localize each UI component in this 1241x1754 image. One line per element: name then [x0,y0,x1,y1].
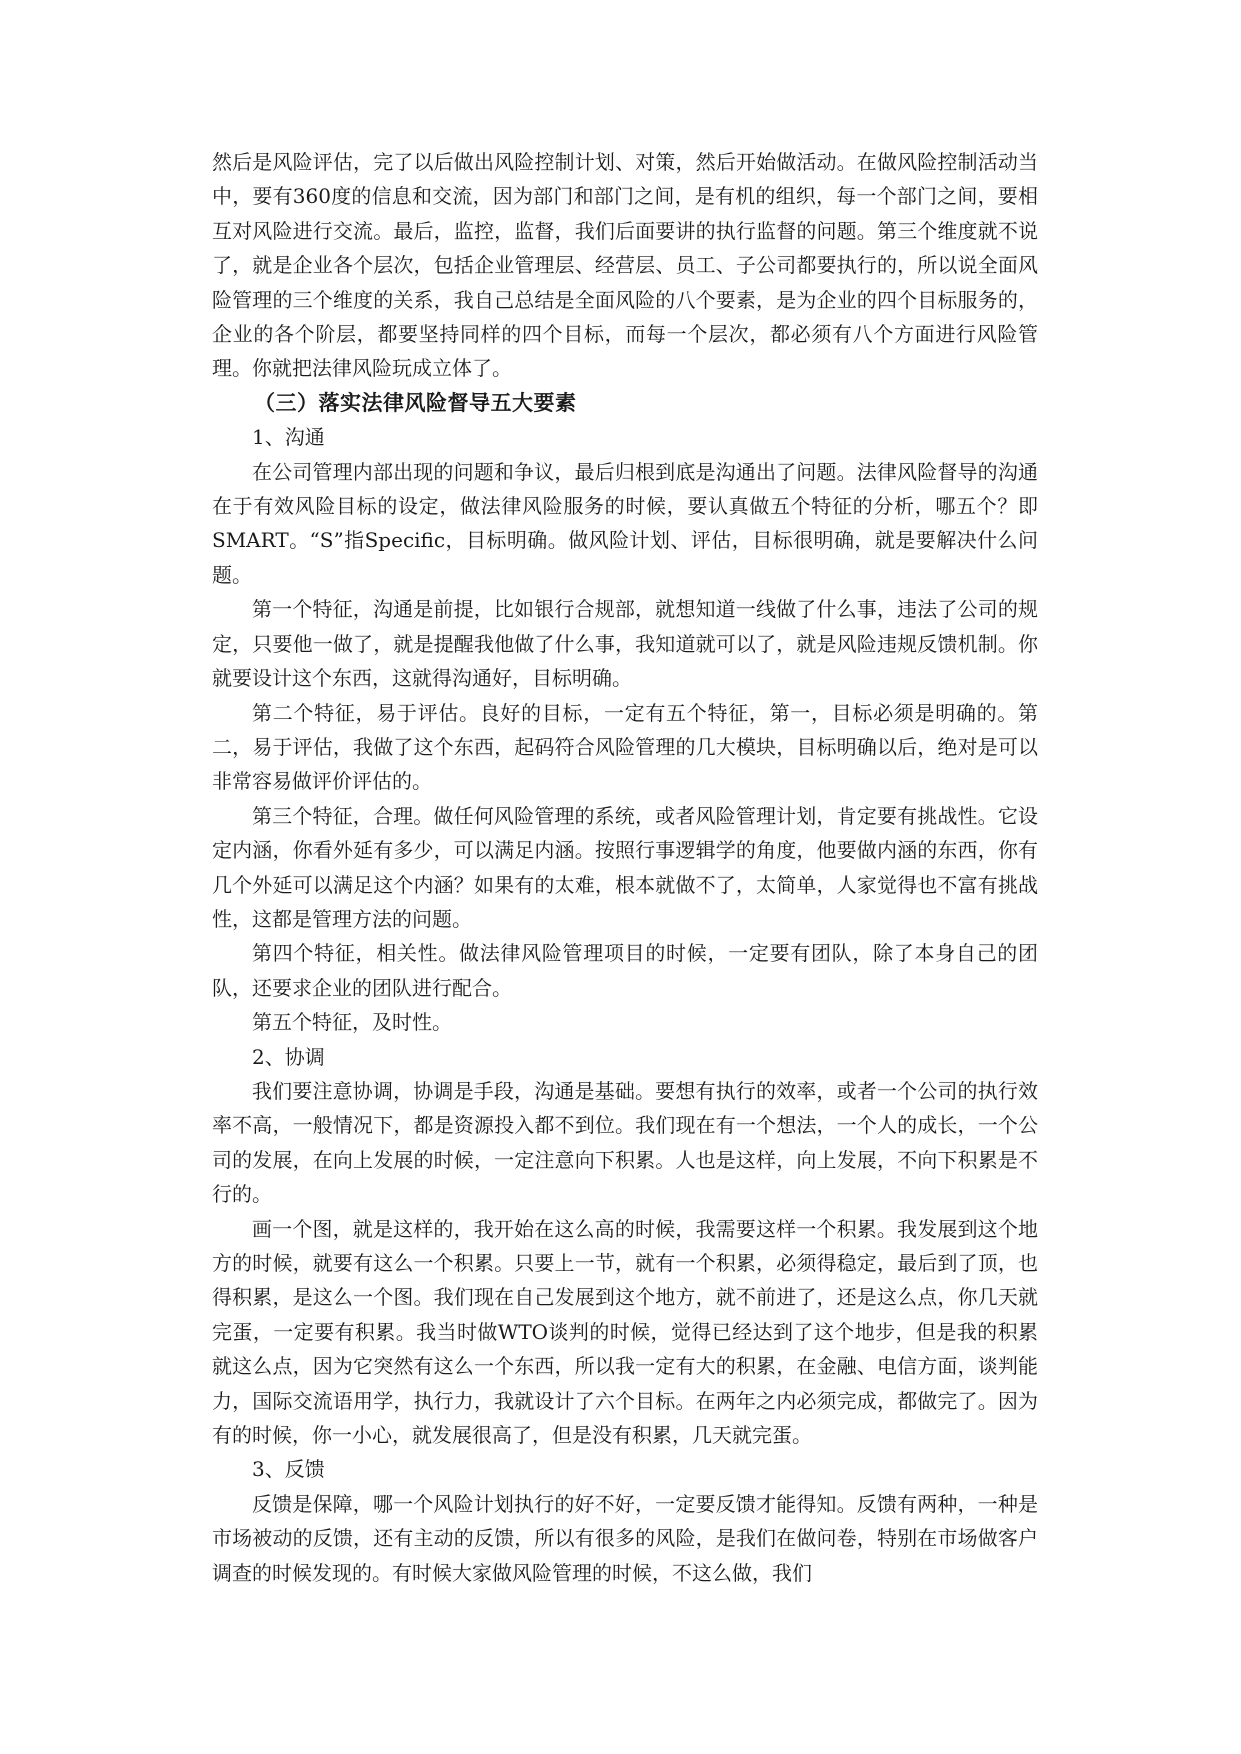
body-paragraph: 第五个特征，及时性。 [252,1010,452,1035]
body-paragraph: 第一个特征，沟通是前提，比如银行合规部，就想知道一线做了什么事，违法了公司的规定，只要他一做了，就是提醒我他做了什么事，我知道就可以了，就是风险违规反馈机制。你就要设计这个东西，这就得沟通好，目标明确。 [212,597,1038,691]
subsection-heading: 1、沟通 [252,425,325,450]
body-paragraph: 我们要注意协调，协调是手段，沟通是基础。要想有执行的效率，或者一个公司的执行效率不高，一般情况下，都是资源投入都不到位。我们现在有一个想法，一个人的成长，一个公司的发展，在向上发展的时候，一定注意向下积累。人也是这样，向上发展，不向下积累是不行的。 [212,1078,1038,1207]
body-paragraph: 第二个特征，易于评估。良好的目标，一定有五个特征，第一，目标必须是明确的。第二，易于评估，我做了这个东西，起码符合风险管理的几大模块，目标明确以后，绝对是可以非常容易做评价评估的。 [212,700,1038,794]
subsection-heading: 3、反馈 [252,1457,325,1482]
body-paragraph: 第三个特征，合理。做任何风险管理的系统，或者风险管理计划，肯定要有挑战性。它设定内涵，你看外延有多少，可以满足内涵。按照行事逻辑学的角度，他要做内涵的东西，你有几个外延可以满足这个内涵？如果有的太难，根本就做不了，太简单，人家觉得也不富有挑战性，这都是管理方法的问题。 [212,803,1038,931]
subsection-heading: 2、协调 [252,1044,325,1069]
section-heading: （三）落实法律风险督导五大要素 [254,390,577,415]
body-paragraph: 在公司管理内部出现的问题和争议，最后归根到底是沟通出了问题。法律风险督导的沟通在于有效风险目标的设定，做法律风险服务的时候，要认真做五个特征的分析，哪五个？即SMART。“S”指Specific，目标明确。做风险计划、评估，目标很明确，就是要解决什么问题。 [212,459,1038,587]
body-paragraph: 画一个图，就是这样的，我开始在这么高的时候，我需要这样一个积累。我发展到这个地方的时候，就要有这么一个积累。只要上一节，就有一个积累，必须得稳定，最后到了顶，也得积累，是这么一个图。我们现在自己发展到这个地方，就不前进了，还是这么点，你几天就完蛋，一定要有积累。我当时做WTO谈判的时候，觉得已经达到了这个地步，但是我的积累就这么点，因为它突然有这么一个东西，所以我一定有大的积累，在金融、电信方面，谈判能力，国际交流语用学，执行力，我就设计了六个目标。在两年之内必须完成，都做完了。因为有的时候，你一小心，就发展很高了，但是没有积累，几天就完蛋。 [212,1216,1038,1448]
body-paragraph: 然后是风险评估，完了以后做出风险控制计划、对策，然后开始做活动。在做风险控制活动当中，要有360度的信息和交流，因为部门和部门之间，是有机的组织，每一个部门之间，要相互对风险进行交流。最后，监控，监督，我们后面要讲的执行监督的问题。第三个维度就不说了，就是企业各个层次，包括企业管理层、经营层、员工、子公司都要执行的，所以说全面风险管理的三个维度的关系，我自己总结是全面风险的八个要素，是为企业的四个目标服务的，企业的各个阶层，都要坚持同样的四个目标，而每一个层次，都必须有八个方面进行风险管理。你就把法律风险玩成立体了。 [212,150,1038,381]
document-page [212,145,1038,1590]
body-paragraph: 第四个特征，相关性。做法律风险管理项目的时候，一定要有团队，除了本身自己的团队，还要求企业的团队进行配合。 [212,941,1038,1000]
body-paragraph: 反馈是保障，哪一个风险计划执行的好不好，一定要反馈才能得知。反馈有两种，一种是市场被动的反馈，还有主动的反馈，所以有很多的风险，是我们在做问卷，特别在市场做客户调查的时候发现的。有时候大家做风险管理的时候，不这么做，我们 [212,1491,1038,1585]
